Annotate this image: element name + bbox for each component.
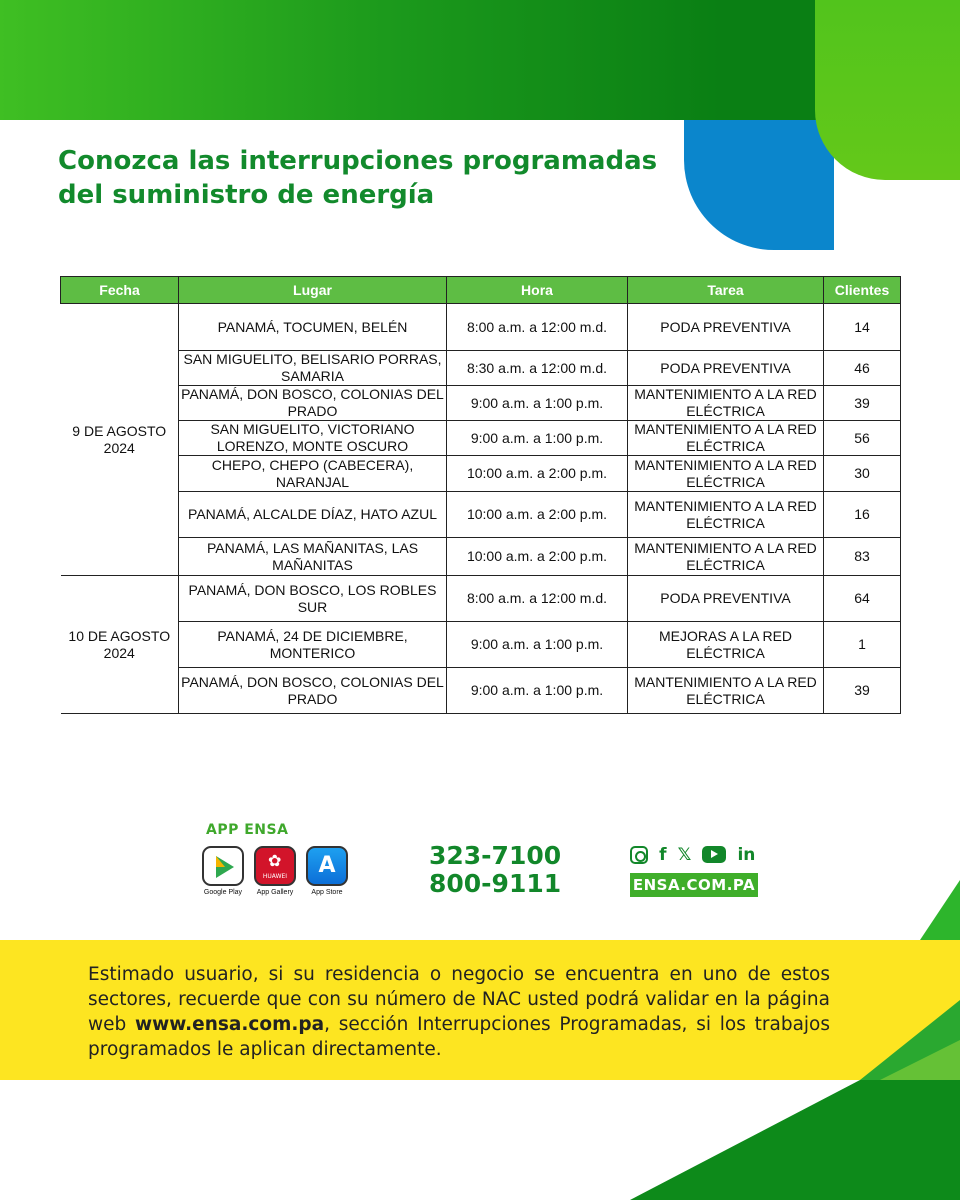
clientes-cell: 64	[824, 576, 901, 622]
hora-cell: 10:00 a.m. a 2:00 p.m.	[447, 492, 628, 538]
clientes-cell: 14	[824, 304, 901, 351]
facebook-icon[interactable]: f	[659, 844, 667, 865]
lugar-cell: PANAMÁ, DON BOSCO, COLONIAS DEL PRADO	[179, 386, 447, 421]
clientes-cell: 1	[824, 622, 901, 668]
table-row	[61, 538, 901, 576]
table-row	[61, 351, 901, 386]
google-play-icon	[202, 846, 244, 886]
phone-2[interactable]: 800-9111	[429, 869, 562, 898]
phone-numbers	[429, 842, 561, 898]
youtube-icon[interactable]	[702, 846, 726, 863]
social-links	[630, 844, 761, 866]
lugar-cell: CHEPO, CHEPO (CABECERA), NARANJAL	[179, 456, 447, 492]
clientes-cell: 39	[824, 386, 901, 421]
linkedin-icon[interactable]: in	[737, 844, 756, 865]
lugar-cell: PANAMÁ, TOCUMEN, BELÉN	[179, 304, 447, 351]
table-row	[61, 668, 901, 714]
hora-cell: 10:00 a.m. a 2:00 p.m.	[447, 538, 628, 576]
tarea-cell: MANTENIMIENTO A LA RED ELÉCTRICA	[628, 668, 824, 714]
header-clientes: Clientes	[824, 277, 901, 304]
google-play-badge[interactable]: Google Play	[201, 846, 245, 896]
table-row	[61, 386, 901, 421]
tarea-cell: MANTENIMIENTO A LA RED ELÉCTRICA	[628, 386, 824, 421]
header-fecha: Fecha	[61, 277, 179, 304]
tarea-cell: PODA PREVENTIVA	[628, 304, 824, 351]
phone-1[interactable]: 323-7100	[429, 841, 562, 870]
clientes-cell: 46	[824, 351, 901, 386]
hora-cell: 9:00 a.m. a 1:00 p.m.	[447, 421, 628, 456]
hora-cell: 9:00 a.m. a 1:00 p.m.	[447, 668, 628, 714]
tarea-cell: MANTENIMIENTO A LA RED ELÉCTRICA	[628, 492, 824, 538]
table-row	[61, 492, 901, 538]
hora-cell: 8:00 a.m. a 12:00 m.d.	[447, 576, 628, 622]
date-cell: 10 DE AGOSTO 2024	[61, 576, 179, 714]
page-title: Conozca las interrupciones programadas del suministro de energía	[58, 146, 658, 210]
clientes-cell: 83	[824, 538, 901, 576]
hora-cell: 8:30 a.m. a 12:00 m.d.	[447, 351, 628, 386]
website-link[interactable]: www.ensa.com.pa	[135, 1014, 325, 1035]
tarea-cell: MANTENIMIENTO A LA RED ELÉCTRICA	[628, 538, 824, 576]
tarea-cell: MANTENIMIENTO A LA RED ELÉCTRICA	[628, 456, 824, 492]
app-store-icon: A	[306, 846, 348, 886]
tarea-cell: PODA PREVENTIVA	[628, 576, 824, 622]
header-hora: Hora	[447, 277, 628, 304]
table-row	[61, 421, 901, 456]
header-tarea: Tarea	[628, 277, 824, 304]
x-icon[interactable]: 𝕏	[677, 844, 692, 865]
tarea-cell: PODA PREVENTIVA	[628, 351, 824, 386]
tarea-cell: MEJORAS A LA RED ELÉCTRICA	[628, 622, 824, 668]
clientes-cell: 30	[824, 456, 901, 492]
hora-cell: 8:00 a.m. a 12:00 m.d.	[447, 304, 628, 351]
interruptions-table	[60, 276, 901, 714]
table-row	[61, 576, 901, 622]
table-row	[61, 456, 901, 492]
app-store-badge[interactable]: A App Store	[305, 846, 349, 896]
notice-text: Estimado usuario, si su residencia o negocio se encuentra en uno de estos sectores, recuerde que con su número de NAC usted podrá validar en la página web www.ensa.com.pa, sección Interrupciones Programadas, si los trabajos programados le aplican directamente.	[88, 964, 831, 1060]
app-ensa-label: APP ENSA	[206, 822, 289, 838]
clientes-cell: 56	[824, 421, 901, 456]
lugar-cell: PANAMÁ, DON BOSCO, COLONIAS DEL PRADO	[179, 668, 447, 714]
hora-cell: 10:00 a.m. a 2:00 p.m.	[447, 456, 628, 492]
lugar-cell: PANAMÁ, DON BOSCO, LOS ROBLES SUR	[179, 576, 447, 622]
lugar-cell: PANAMÁ, LAS MAÑANITAS, LAS MAÑANITAS	[179, 538, 447, 576]
instagram-icon[interactable]	[630, 846, 648, 864]
date-cell: 9 DE AGOSTO 2024	[61, 304, 179, 576]
tarea-cell: MANTENIMIENTO A LA RED ELÉCTRICA	[628, 421, 824, 456]
huawei-app-gallery-icon: ✿ HUAWEI	[254, 846, 296, 886]
lugar-cell: SAN MIGUELITO, BELISARIO PORRAS, SAMARIA	[179, 351, 447, 386]
website-badge[interactable]: ENSA.COM.PA	[630, 873, 758, 897]
clientes-cell: 16	[824, 492, 901, 538]
lugar-cell: PANAMÁ, ALCALDE DÍAZ, HATO AZUL	[179, 492, 447, 538]
table-row	[61, 304, 901, 351]
app-gallery-badge[interactable]: ✿ HUAWEI App Gallery	[253, 846, 297, 896]
clientes-cell: 39	[824, 668, 901, 714]
hora-cell: 9:00 a.m. a 1:00 p.m.	[447, 386, 628, 421]
blue-decorative-shape	[684, 120, 834, 250]
hora-cell: 9:00 a.m. a 1:00 p.m.	[447, 622, 628, 668]
table-header-row	[61, 277, 901, 304]
green-corner-shape	[815, 0, 960, 180]
lugar-cell: SAN MIGUELITO, VICTORIANO LORENZO, MONTE OSCURO	[179, 421, 447, 456]
header-lugar: Lugar	[179, 277, 447, 304]
table-row	[61, 622, 901, 668]
lugar-cell: PANAMÁ, 24 DE DICIEMBRE, MONTERICO	[179, 622, 447, 668]
